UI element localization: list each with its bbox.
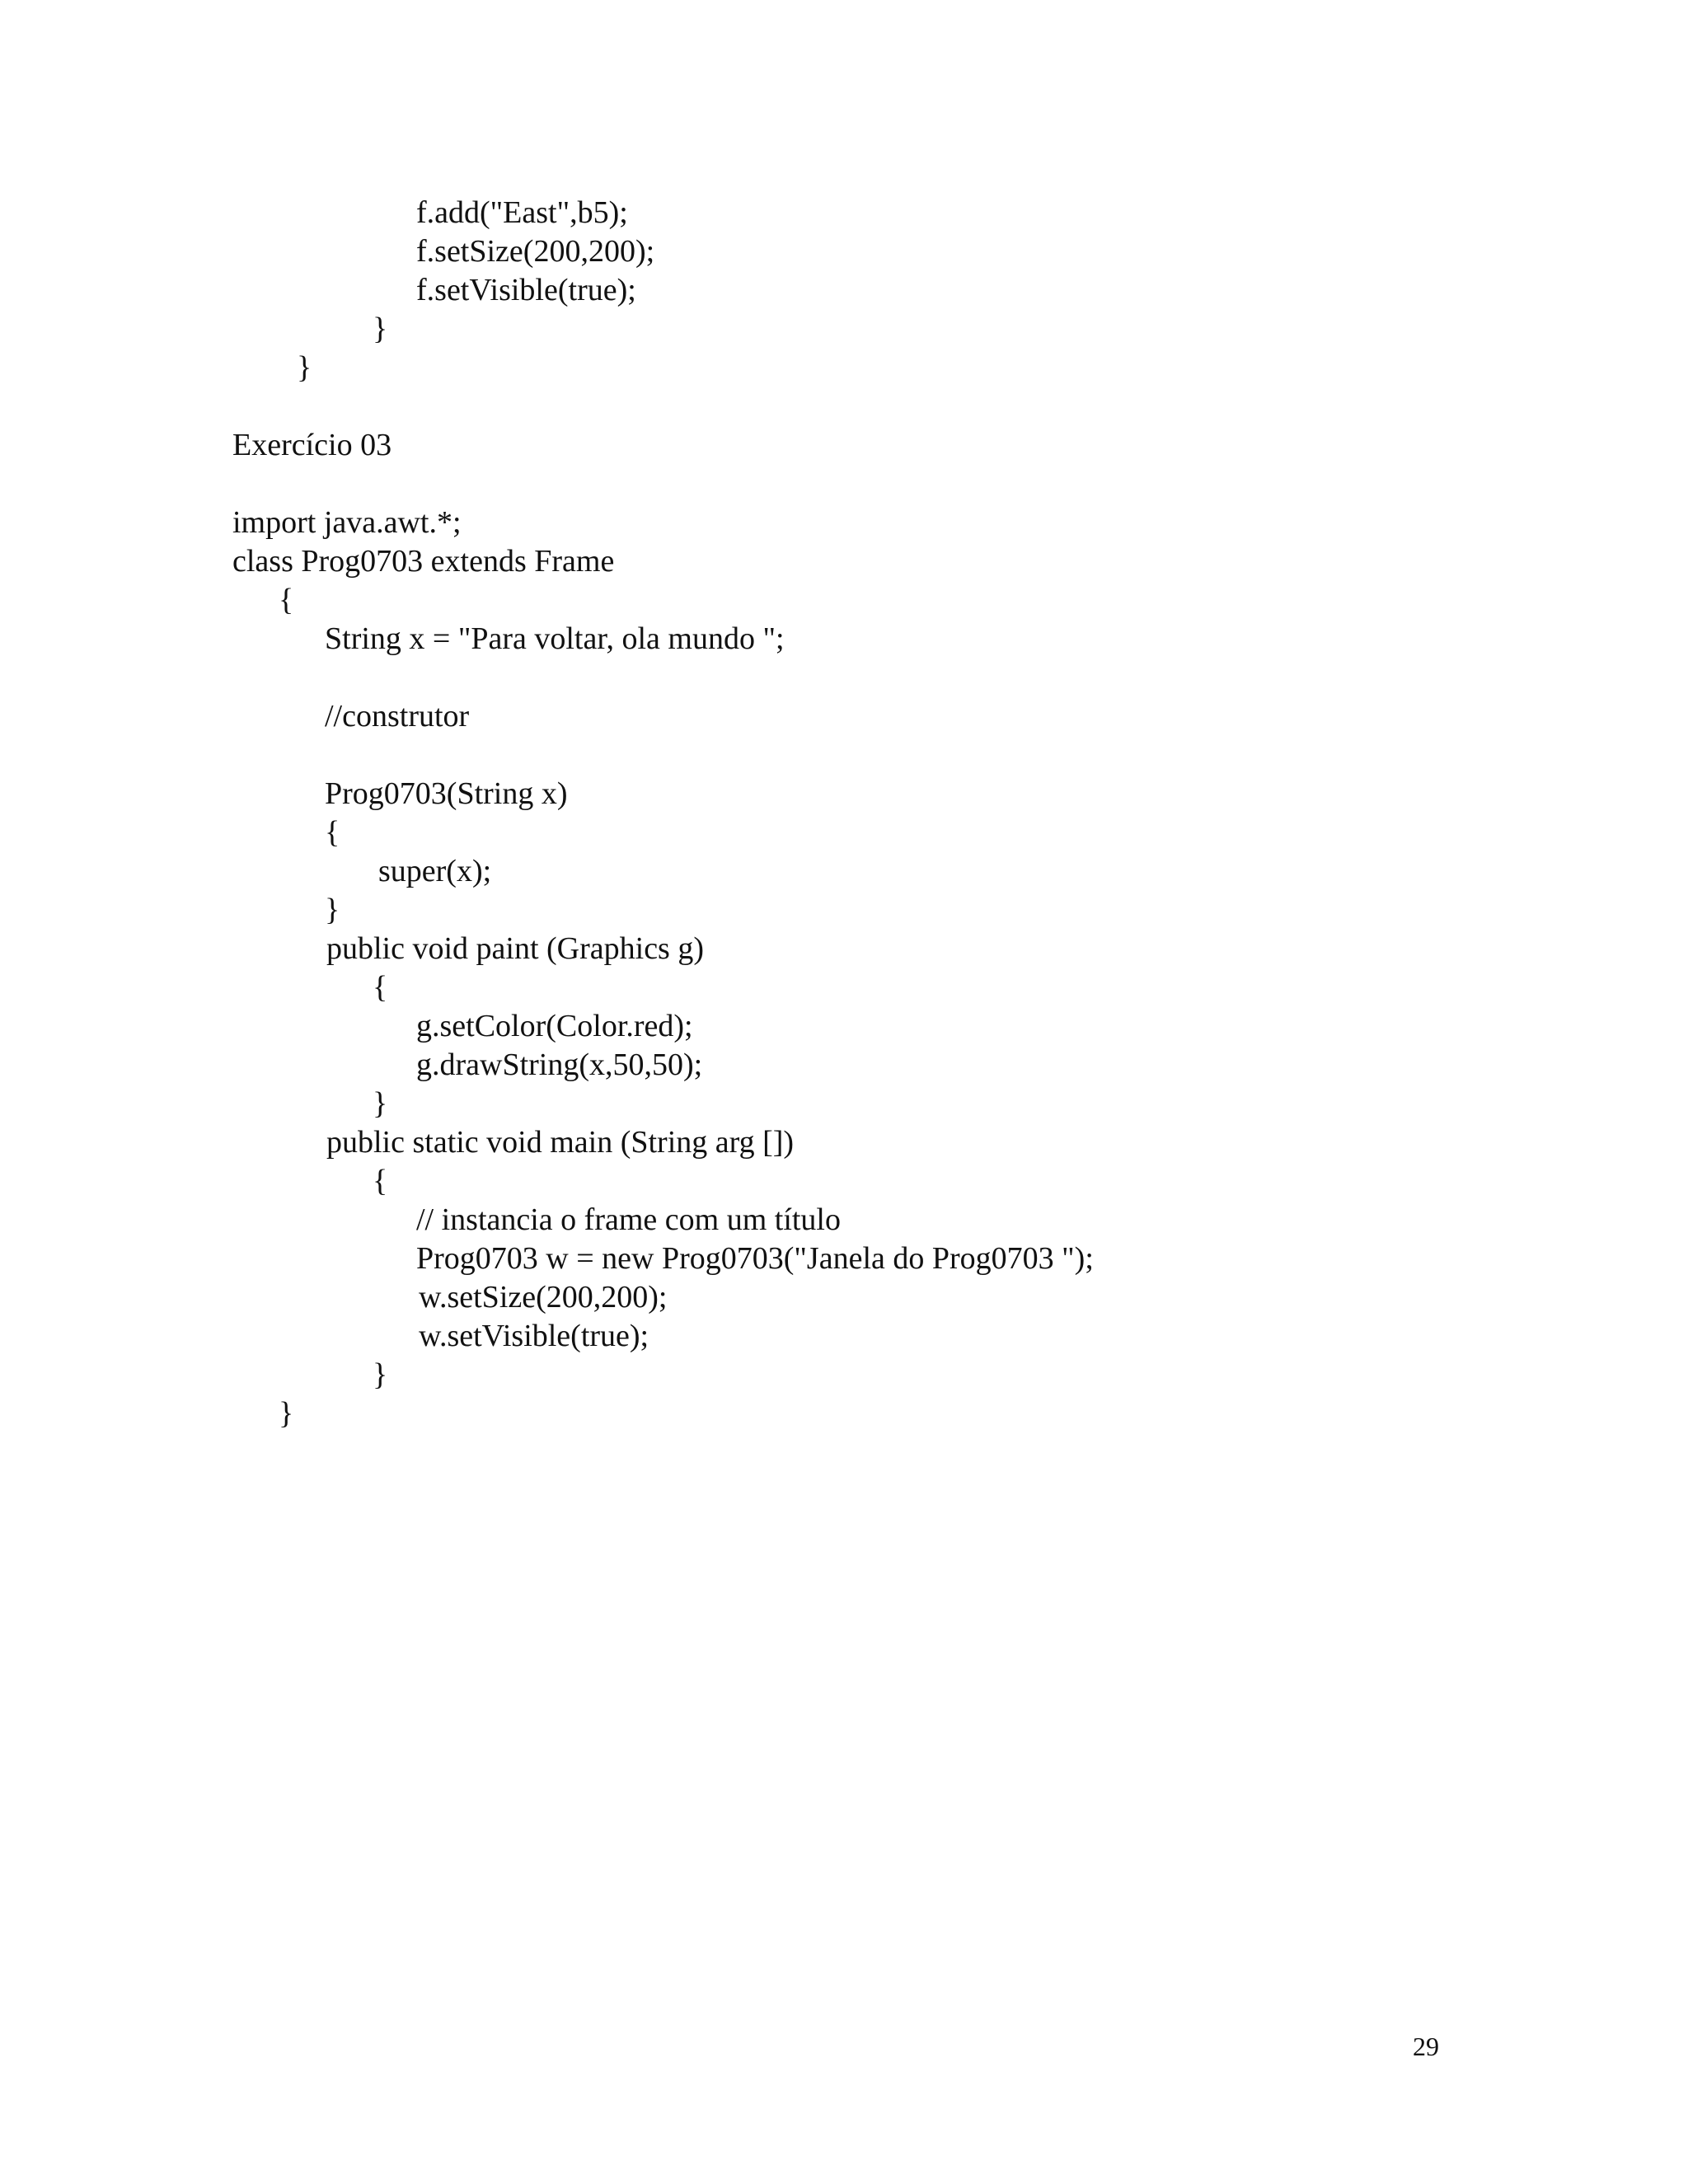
code-line: { bbox=[373, 970, 388, 1005]
code-line: } bbox=[279, 1396, 294, 1431]
code-line: Prog0703 w = new Prog0703("Janela do Prog0703 "); bbox=[416, 1241, 1094, 1276]
code-line: public void paint (Graphics g) bbox=[326, 931, 705, 966]
code-line: } bbox=[297, 350, 312, 385]
code-line: { bbox=[325, 815, 340, 850]
code-line: { bbox=[279, 583, 294, 617]
code-line: f.setVisible(true); bbox=[416, 273, 636, 307]
code-line: String x = "Para voltar, ola mundo "; bbox=[325, 621, 785, 656]
code-line: g.setColor(Color.red); bbox=[416, 1009, 693, 1043]
code-line: Prog0703(String x) bbox=[325, 776, 568, 811]
exercise-heading: Exercício 03 bbox=[232, 428, 392, 462]
code-line: } bbox=[325, 893, 340, 927]
code-line: g.drawString(x,50,50); bbox=[416, 1047, 703, 1082]
code-line: f.add("East",b5); bbox=[416, 195, 628, 230]
code-line: import java.awt.*; bbox=[232, 505, 462, 540]
code-line: w.setVisible(true); bbox=[419, 1319, 649, 1353]
page-number: 29 bbox=[1413, 2032, 1439, 2061]
code-line: public static void main (String arg []) bbox=[326, 1125, 795, 1160]
code-line: super(x); bbox=[378, 854, 492, 888]
code-line: } bbox=[373, 312, 388, 346]
code-line: { bbox=[373, 1164, 388, 1198]
code-line: } bbox=[373, 1086, 388, 1121]
code-line: class Prog0703 extends Frame bbox=[232, 544, 615, 579]
code-line: w.setSize(200,200); bbox=[419, 1280, 668, 1315]
code-comment: //construtor bbox=[325, 699, 470, 733]
code-line: } bbox=[373, 1357, 388, 1392]
code-comment: // instancia o frame com um título bbox=[416, 1202, 841, 1237]
code-line: f.setSize(200,200); bbox=[416, 234, 655, 269]
